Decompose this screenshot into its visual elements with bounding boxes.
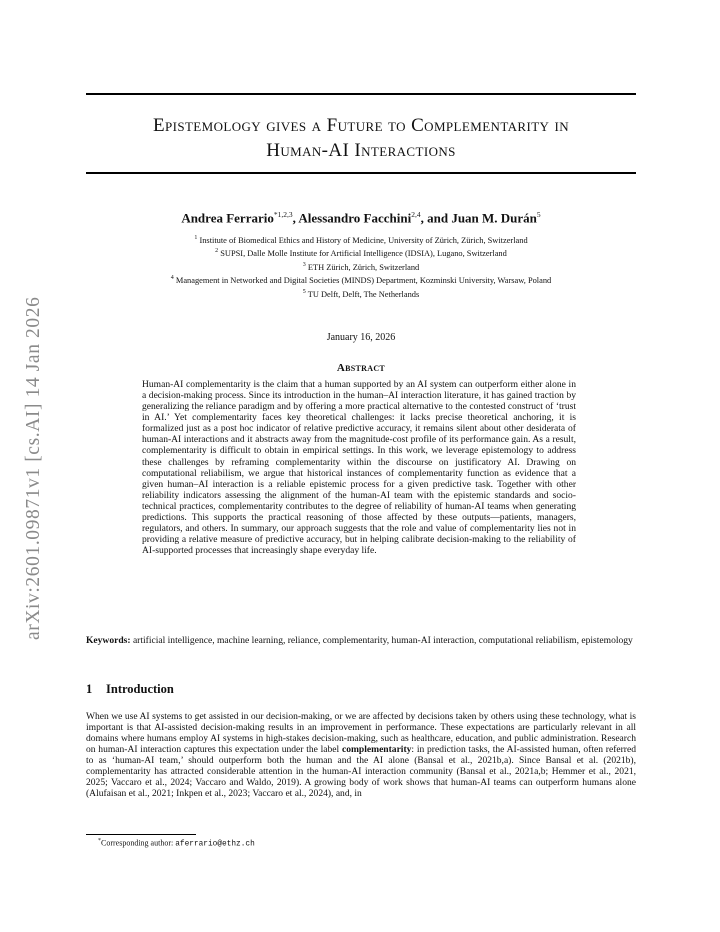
introduction-paragraph: [86, 712, 636, 800]
abstract-text: Human-AI complementarity is the claim that a human supported by an AI system can outperform either alone in a decision-making process. Since its introduction in the human–AI interaction literature, it has gained traction by generalizing the reliance paradigm and by offering a more practical alternative to the contested construct of ‘trust in AI.’ Yet complementarity faces key theoretical challenges: it lacks precise theoretical anchoring, it is formalized just as a post hoc indicator of relative predictive accuracy, it remains silent about other desiderata of human-AI interactions and it abstracts away from the magnitude-cost profile of its performance gain. As a result, complementarity is difficult to obtain in empirical settings. In this work, we leverage epistemology to address these challenges by reframing complementarity within the discourse on justificatory AI. Drawing on computational reliabilism, we argue that historical instances of complementarity function as evidence that a given human–AI interaction is a reliable epistemic process for a given predictive task. Together with other reliability indicators assessing the alignment of the human-AI team with the epistemic standards and socio-technical practices, complementarity contributes to the degree of reliability of human-AI teams when generating predictions. This supports the practical reasoning of those affected by these outputs—patients, managers, regulators, and others. In summary, our approach suggests that the role and value of complementarity lies not in providing a relative measure of predictive accuracy, but in helping calibrate decision-making to the reliability of AI-supported processes that increasingly shape everyday life.: [142, 379, 576, 557]
intro-text: : in prediction tasks, the AI-assisted human, often referred to as ‘human-AI team,’ should outperform both the human and the AI alone (Bansal et al., 2021b,a). Since Bansal et al. (2021b), complementarity has attracted considerable attention in the human-AI interaction community (Bansal et al., 2021a,b; Hemmer et al., 2021, 2025; Vaccaro et al., 2024; Vaccaro and Waldo, 2019). A growing body of work shows that human-AI teams can outperform humans alone (Alufaisan et al., 2021; Inkpen et al., 2023; Vaccaro et al., 2024), and, in: [86, 743, 636, 799]
affiliation-number: 1: [194, 235, 198, 241]
affiliation-list: [86, 233, 636, 300]
affiliation: [86, 233, 636, 246]
author-separator: , and: [420, 210, 452, 226]
intro-bold-term: complementarity: [341, 743, 412, 755]
section-title: Introduction: [106, 682, 174, 696]
affiliation: [86, 246, 636, 259]
footnote: [98, 838, 255, 849]
author-name: Juan M. Durán: [451, 210, 537, 226]
title-rule-bottom: [86, 172, 636, 174]
keywords: [86, 635, 636, 646]
affiliation-number: 5: [302, 288, 306, 295]
affiliation: [86, 287, 636, 300]
footnote-rule: [86, 834, 196, 835]
keywords-label: Keywords:: [86, 635, 131, 646]
affiliation-number: 4: [170, 275, 174, 282]
author-separator: ,: [292, 210, 299, 226]
affiliation-text: SUPSI, Dalle Molle Institute for Artificial Intelligence (IDSIA), Lugano, Switzerland: [220, 249, 507, 259]
author-name: Andrea Ferrario: [181, 210, 274, 226]
affiliation-number: 3: [302, 261, 306, 268]
title-line-2: Human-AI Interactions: [266, 140, 456, 161]
author-marks: *1,2,3: [273, 210, 293, 219]
footnote-label: Corresponding author:: [101, 838, 176, 848]
arxiv-identifier: arXiv:2601.09871v1 [cs.AI] 14 Jan 2026: [23, 296, 44, 640]
title-line-1: Epistemology gives a Future to Complementarity in: [152, 115, 570, 136]
author-list: [86, 210, 636, 226]
abstract-heading: Abstract: [336, 362, 386, 374]
author-marks: 2,4: [411, 210, 421, 219]
affiliation-text: TU Delft, Delft, The Netherlands: [307, 289, 420, 299]
affiliation: [86, 260, 636, 273]
author-marks: 5: [536, 210, 541, 219]
title-rule-top: [86, 93, 636, 95]
affiliation-text: ETH Zürich, Zürich, Switzerland: [307, 262, 420, 272]
affiliation-number: 2: [215, 248, 219, 255]
intro-text: When we use AI systems to get assisted in our decision-making, or we are affected by decisions taken by others using these technology, what is important is that AI-assisted decision-making results in an improvement in performance. These expectations are particularly relevant in all domains where humans employ AI systems in high-stakes decision-making, such as healthcare, education, and public administration. Research on human-AI interaction captures this expectation under the label: [86, 711, 636, 755]
corresponding-email[interactable]: aferrario@ethz.ch: [175, 840, 255, 849]
publication-date: January 16, 2026: [326, 332, 396, 343]
affiliation-text: Management in Networked and Digital Societies (MINDS) Department, Kozminski University, Warsaw, Poland: [175, 275, 552, 285]
affiliation: [86, 273, 636, 286]
paper-title: [86, 113, 636, 163]
section-number: 1: [86, 682, 93, 696]
affiliation-text: Institute of Biomedical Ethics and History of Medicine, University of Zürich, Zürich, Switzerland: [199, 235, 528, 245]
keywords-text: artificial intelligence, machine learning, reliance, complementarity, human-AI interaction, computational reliabilism, epistemology: [132, 635, 633, 646]
section-heading: [86, 682, 174, 697]
author-name: Alessandro Facchini: [298, 210, 412, 226]
footnote-mark: *: [98, 838, 101, 844]
